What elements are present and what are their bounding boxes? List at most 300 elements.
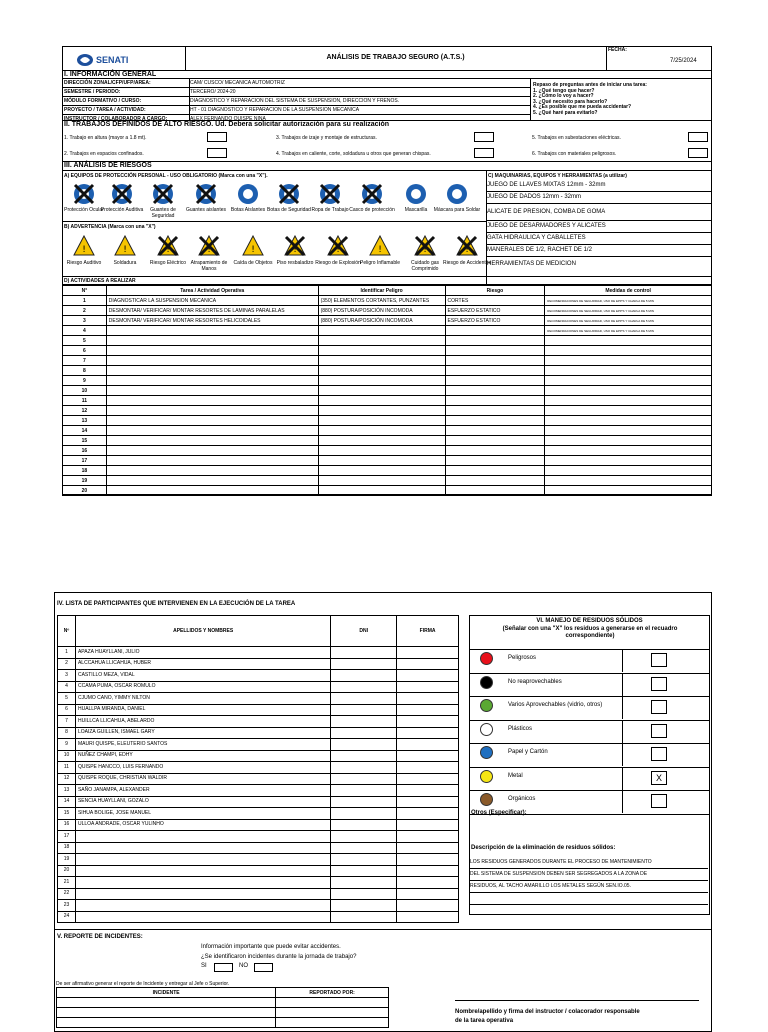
firma-cell[interactable] — [397, 785, 459, 797]
risk-cell[interactable]: CORTES — [445, 296, 545, 306]
control-cell[interactable] — [545, 456, 712, 466]
hazard-cell[interactable] — [318, 356, 445, 366]
control-cell[interactable] — [545, 386, 712, 396]
participant-name[interactable] — [75, 854, 330, 866]
alto-riesgo-checkbox[interactable] — [207, 148, 227, 158]
residuo-checkbox[interactable] — [651, 700, 667, 714]
task-cell[interactable]: DESMONTAR/ VERIFICAR/ MONTAR RESORTES DE LAMINAS PARALELAS — [106, 306, 318, 316]
info-label: SEMESTRE / PERIODO: — [64, 89, 121, 95]
row-number: 4 — [58, 681, 76, 693]
risk-cell[interactable] — [445, 346, 545, 356]
hazard-cell[interactable] — [318, 376, 445, 386]
risk-cell[interactable] — [445, 336, 545, 346]
dni-cell[interactable] — [331, 704, 397, 716]
slippery-floor-icon — [283, 234, 307, 258]
row-number: 16 — [58, 819, 76, 831]
task-cell[interactable] — [106, 346, 318, 356]
activity-row — [63, 476, 712, 486]
task-cell[interactable] — [106, 466, 318, 476]
residuo-label: Peligrosos — [508, 655, 537, 661]
row-number: 20 — [63, 486, 107, 496]
firma-cell[interactable] — [397, 773, 459, 785]
hazard-cell[interactable] — [318, 396, 445, 406]
maq-item: ALICATE DE PRESION, COMBA DE GOMA — [486, 204, 712, 221]
residuo-checkbox[interactable] — [651, 724, 667, 738]
questions-box — [533, 83, 647, 116]
residuo-label: Plásticos — [508, 725, 533, 732]
senati-logo — [76, 52, 146, 68]
hazard-cell[interactable] — [318, 366, 445, 376]
participant-row — [58, 670, 459, 682]
row-number: 15 — [63, 436, 107, 446]
risk-cell[interactable] — [445, 376, 545, 386]
hazard-cell[interactable] — [318, 406, 445, 416]
reportado-cell[interactable] — [276, 998, 389, 1008]
firma-cell[interactable] — [397, 877, 459, 889]
residuo-checkbox[interactable]: X — [651, 771, 667, 785]
alto-riesgo-checkbox[interactable] — [688, 148, 708, 158]
hazard-cell[interactable] — [318, 336, 445, 346]
participant-name[interactable] — [75, 865, 330, 877]
row-number: 21 — [58, 877, 76, 889]
participant-row — [58, 716, 459, 728]
incidentes-table — [56, 987, 389, 1028]
residuo-checkbox[interactable] — [651, 747, 667, 761]
firma-cell[interactable] — [397, 647, 459, 659]
control-cell[interactable] — [545, 396, 712, 406]
hazard-cell[interactable] — [318, 346, 445, 356]
risk-cell[interactable] — [445, 416, 545, 426]
col-header: Medidas de control — [545, 286, 712, 296]
adv-label: Riesgo Eléctrico — [149, 260, 187, 266]
participant-row — [58, 739, 459, 751]
activity-row — [63, 326, 712, 336]
dni-cell[interactable] — [331, 670, 397, 682]
participant-row — [58, 854, 459, 866]
residuo-row-line — [469, 720, 710, 721]
dni-cell[interactable] — [331, 842, 397, 854]
firma-cell[interactable] — [397, 670, 459, 682]
flammable-warning-icon — [368, 234, 392, 258]
dni-cell[interactable] — [331, 911, 397, 923]
row-number: 7 — [58, 716, 76, 728]
part-header: FIRMA — [397, 616, 459, 647]
alto-riesgo-checkbox[interactable] — [207, 132, 227, 142]
activity-row — [63, 386, 712, 396]
risk-cell[interactable] — [445, 366, 545, 376]
dni-cell[interactable] — [331, 739, 397, 751]
epp-label: Mascarilla — [404, 207, 428, 213]
dni-cell[interactable] — [331, 762, 397, 774]
participant-name[interactable]: QUISPE ROQUE, CHRISTIAN WALDIR — [75, 773, 330, 785]
insulated-gloves-icon — [194, 182, 218, 206]
dni-cell[interactable] — [331, 865, 397, 877]
row-number: 11 — [58, 762, 76, 774]
residuo-label: Papel y Cartón — [508, 749, 548, 755]
residuo-col-line — [622, 767, 623, 790]
participant-row — [58, 693, 459, 705]
info-col-divider — [189, 79, 190, 120]
firma-line — [455, 1000, 699, 1001]
desc-line: LOS RESIDUOS GENERADOS DURANTE EL PROCESO DE MANTENIMIENTO — [470, 857, 708, 869]
residuo-row-line — [469, 649, 710, 650]
task-cell[interactable] — [106, 326, 318, 336]
activity-row — [63, 336, 712, 346]
participant-name[interactable]: MAURI QUISPE, ELEUTERIO SANTOS — [75, 739, 330, 751]
participant-name[interactable] — [75, 831, 330, 843]
participant-name[interactable]: ULLOA ANDRADE, OSCAR YULINHO — [75, 819, 330, 831]
info-right-divider — [530, 79, 531, 120]
alto-riesgo-item: 1. Trabajo en altura (mayor a 1.8 mt). — [64, 135, 147, 141]
residuo-label: Metal — [508, 772, 523, 779]
row-number: 22 — [58, 888, 76, 900]
participant-name[interactable]: CASTILLO MEZA, VIDAL — [75, 670, 330, 682]
control-cell[interactable] — [545, 466, 712, 476]
residuos-subtitle: (Señalar con una "X" los residuos a generarse en el recuadro correspondiente) — [502, 626, 678, 639]
svg-text:!: ! — [293, 245, 297, 255]
hazardous-waste-dot-icon — [480, 652, 493, 665]
dni-cell[interactable] — [331, 808, 397, 820]
welding-mask-icon — [445, 182, 469, 206]
dni-cell[interactable] — [331, 658, 397, 670]
control-cell[interactable] — [545, 376, 712, 386]
control-cell[interactable] — [545, 416, 712, 426]
si-label: SI — [201, 963, 207, 969]
hazard-cell[interactable] — [318, 326, 445, 336]
firma-cell[interactable] — [397, 796, 459, 808]
adv-label: Soldadura — [113, 260, 137, 266]
row-number: 3 — [63, 316, 107, 326]
firma-cell[interactable] — [397, 762, 459, 774]
epp-label: Botas Aislantes — [230, 207, 266, 213]
safety-boots-icon — [277, 182, 301, 206]
task-cell[interactable] — [106, 396, 318, 406]
participant-name[interactable]: QUISPE HANCCO, LUIS FERNANDO — [75, 762, 330, 774]
participant-row — [58, 773, 459, 785]
participant-name[interactable]: SENCIA HUAYLLANI, GOZALO — [75, 796, 330, 808]
firma-cell[interactable] — [397, 888, 459, 900]
firma-cell[interactable] — [397, 842, 459, 854]
noise-warning-icon — [72, 234, 96, 258]
row-number: 17 — [63, 456, 107, 466]
task-cell[interactable]: DIAGNOSTICAR LA SUSPENSION MECANICA — [106, 296, 318, 306]
participant-name[interactable] — [75, 900, 330, 912]
control-cell[interactable] — [545, 426, 712, 436]
participant-name[interactable] — [75, 911, 330, 923]
activity-row — [63, 356, 712, 366]
epp-label: Máscara para Soldar — [433, 207, 481, 213]
participantes-table — [57, 615, 459, 923]
hazard-cell[interactable]: (880) POSTURA/POSICIÓN INCOMODA — [318, 306, 445, 316]
participant-name[interactable]: ALCCAHUA LLICAHUA, HUBER — [75, 658, 330, 670]
firma-cell[interactable] — [397, 911, 459, 923]
hazard-cell[interactable] — [318, 486, 445, 496]
welding-warning-icon — [113, 234, 137, 258]
control-cell[interactable] — [545, 366, 712, 376]
row-number: 24 — [58, 911, 76, 923]
task-cell[interactable] — [106, 486, 318, 496]
residuo-checkbox[interactable] — [651, 677, 667, 691]
dni-cell[interactable] — [331, 647, 397, 659]
task-cell[interactable] — [106, 446, 318, 456]
explosion-warning-icon — [326, 234, 350, 258]
dni-cell[interactable] — [331, 819, 397, 831]
svg-text:!: ! — [336, 245, 340, 255]
non-recyclable-dot-icon — [480, 676, 493, 689]
hazard-cell[interactable] — [318, 456, 445, 466]
risk-cell[interactable] — [445, 456, 545, 466]
participant-name[interactable]: HUILLCA LLICAHUA, ABELARDO — [75, 716, 330, 728]
adv-title: B) ADVERTENCIA (Marca con una "X") — [64, 224, 156, 230]
participant-row — [58, 785, 459, 797]
svg-text:!: ! — [251, 245, 255, 255]
dni-cell[interactable] — [331, 854, 397, 866]
activity-row — [63, 426, 712, 436]
participant-name[interactable]: CCAMA PUMA, OSCAR ROMULO — [75, 681, 330, 693]
dni-cell[interactable] — [331, 831, 397, 843]
hazard-cell[interactable] — [318, 476, 445, 486]
hazard-cell[interactable] — [318, 446, 445, 456]
helmet-icon — [360, 182, 384, 206]
participant-row — [58, 762, 459, 774]
dni-cell[interactable] — [331, 900, 397, 912]
reportado-cell[interactable] — [276, 1008, 389, 1018]
dni-cell[interactable] — [331, 773, 397, 785]
risk-cell[interactable] — [445, 486, 545, 496]
control-cell[interactable] — [545, 346, 712, 356]
risk-cell[interactable] — [445, 446, 545, 456]
task-cell[interactable]: DESMONTAR/ VERIFICAR/ MONTAR RESORTES HELICOIDALES — [106, 316, 318, 326]
control-cell[interactable] — [545, 336, 712, 346]
row-number: 19 — [58, 854, 76, 866]
logo-text: SENATI — [96, 55, 129, 65]
residuo-label: No reaprovechables — [508, 678, 562, 685]
organic-dot-icon — [480, 793, 493, 806]
info-value: CAM/ CUSCO/ MECANICA AUTOMOTRIZ — [190, 80, 285, 86]
adv-label: Caída de Objetos — [233, 260, 273, 266]
insulated-boots-icon — [236, 182, 260, 206]
row-number: 14 — [58, 796, 76, 808]
firma-cell[interactable] — [397, 693, 459, 705]
row-number: 20 — [58, 865, 76, 877]
dni-cell[interactable] — [331, 693, 397, 705]
adv-label: Piso resbaladizo — [276, 260, 314, 266]
metal-dot-icon — [480, 770, 493, 783]
question-item: 1. ¿Qué tengo que hacer? — [533, 87, 595, 94]
row-number: 16 — [63, 446, 107, 456]
residuo-checkbox[interactable] — [651, 653, 667, 667]
dni-cell[interactable] — [331, 888, 397, 900]
dni-cell[interactable] — [331, 785, 397, 797]
hazard-cell[interactable]: (350) ELEMENTOS CORTANTES, PUNZANTES — [318, 296, 445, 306]
firma-cell[interactable] — [397, 750, 459, 762]
row-number: 7 — [63, 356, 107, 366]
residuo-col-line — [622, 673, 623, 696]
alto-riesgo-checkbox[interactable] — [474, 148, 494, 158]
firma-cell[interactable] — [397, 739, 459, 751]
participant-name[interactable]: SIHUA BOLIGE, JOSE MANUEL — [75, 808, 330, 820]
activity-row — [63, 416, 712, 426]
dni-cell[interactable] — [331, 796, 397, 808]
task-cell[interactable] — [106, 476, 318, 486]
hazard-cell[interactable]: (880) POSTURA/POSICIÓN INCOMODA — [318, 316, 445, 326]
participant-name[interactable]: HUALLPA MIRANDA, DANIEL — [75, 704, 330, 716]
task-cell[interactable] — [106, 456, 318, 466]
dni-cell[interactable] — [331, 750, 397, 762]
residuo-col-line — [622, 696, 623, 719]
risk-cell[interactable] — [445, 476, 545, 486]
activity-row — [63, 446, 712, 456]
control-cell[interactable] — [545, 436, 712, 446]
firma-cell[interactable] — [397, 727, 459, 739]
dni-cell[interactable] — [331, 877, 397, 889]
control-cell[interactable] — [545, 486, 712, 496]
residuo-col-line — [622, 790, 623, 813]
participant-name[interactable]: LOAIZA GUILLEN, ISMAEL GARY — [75, 727, 330, 739]
recyclable-dot-icon — [480, 699, 493, 712]
control-cell[interactable] — [545, 406, 712, 416]
participant-row — [58, 831, 459, 843]
risk-cell[interactable] — [445, 386, 545, 396]
svg-text:!: ! — [123, 245, 127, 255]
firma-cell[interactable] — [397, 681, 459, 693]
hazard-cell[interactable] — [318, 416, 445, 426]
activity-row — [63, 316, 712, 326]
participant-name[interactable] — [75, 877, 330, 889]
row-number: 13 — [58, 785, 76, 797]
risk-cell[interactable] — [445, 436, 545, 446]
task-cell[interactable] — [106, 376, 318, 386]
participant-name[interactable] — [75, 888, 330, 900]
participant-name[interactable]: SAÑO JANAMPA, ALEXANDER — [75, 785, 330, 797]
control-cell[interactable]: RECOMENDACIONES DE SEGURIDAD, USO DE EPP'S Y CHARLA DE 5 MIN — [545, 316, 712, 326]
activity-row — [63, 466, 712, 476]
fecha-value: 7/25/2024 — [670, 58, 697, 64]
risk-cell[interactable] — [445, 356, 545, 366]
epp-label: Protección Ocular — [64, 207, 104, 213]
participant-row — [58, 704, 459, 716]
alto-riesgo-checkbox[interactable] — [688, 132, 708, 142]
desc-line-empty[interactable] — [470, 893, 708, 905]
actividades-table — [62, 285, 712, 496]
si-checkbox[interactable] — [214, 963, 233, 972]
control-cell[interactable]: RECOMENDACIONES DE SEGURIDAD, USO DE EPP'S Y CHARLA DE 5 MIN — [545, 326, 712, 336]
hazard-cell[interactable] — [318, 426, 445, 436]
incidente-cell[interactable] — [57, 1018, 276, 1028]
participant-row — [58, 888, 459, 900]
firma-cell[interactable] — [397, 658, 459, 670]
plastic-dot-icon — [480, 723, 493, 736]
firma-label-2: de la tarea operativa — [455, 1018, 514, 1024]
task-cell[interactable] — [106, 406, 318, 416]
hazard-cell[interactable] — [318, 466, 445, 476]
incidentes-note: De ser afirmativo generar el reporte de Incidente y entregar al Jefe o Superior. — [56, 981, 230, 987]
part-header: Nº — [58, 616, 76, 647]
risk-cell[interactable] — [445, 326, 545, 336]
firma-cell[interactable] — [397, 716, 459, 728]
task-cell[interactable] — [106, 356, 318, 366]
question-item: 4. ¿Es posible que me pueda accidentar? — [533, 104, 632, 110]
task-cell[interactable] — [106, 426, 318, 436]
dni-cell[interactable] — [331, 716, 397, 728]
participant-name[interactable]: APAZA HUAYLLANI, JULIO — [75, 647, 330, 659]
incidente-cell[interactable] — [57, 1008, 276, 1018]
info-value: TERCERO/ 2024-20 — [190, 89, 236, 95]
firma-cell[interactable] — [397, 865, 459, 877]
otros-label: Otros (Especificar): — [471, 810, 527, 816]
control-cell[interactable] — [545, 356, 712, 366]
participant-name[interactable] — [75, 842, 330, 854]
control-cell[interactable]: RECOMENDACIONES DE SEGURIDAD, USO DE EPP'S Y CHARLA DE 5 MIN — [545, 296, 712, 306]
row-number: 12 — [58, 773, 76, 785]
task-cell[interactable] — [106, 366, 318, 376]
firma-cell[interactable] — [397, 854, 459, 866]
risk-cell[interactable] — [445, 466, 545, 476]
adv-label: Riesgo Auditivo — [66, 260, 102, 266]
control-cell[interactable]: RECOMENDACIONES DE SEGURIDAD, USO DE EPP'S Y CHARLA DE 5 MIN — [545, 306, 712, 316]
part-header: DNI — [331, 616, 397, 647]
participant-row — [58, 865, 459, 877]
residuo-label: Orgánicos — [508, 796, 536, 802]
risk-cell[interactable] — [445, 396, 545, 406]
task-cell[interactable] — [106, 336, 318, 346]
row-number: 14 — [63, 426, 107, 436]
row-number: 13 — [63, 416, 107, 426]
reportado-cell[interactable] — [276, 1018, 389, 1028]
risk-cell[interactable]: ESFUERZO ESTATICO — [445, 306, 545, 316]
hazard-cell[interactable] — [318, 436, 445, 446]
participant-name[interactable]: NUÑEZ CHAMPI, EDHY — [75, 750, 330, 762]
dni-cell[interactable] — [331, 681, 397, 693]
incidente-cell[interactable] — [57, 998, 276, 1008]
no-checkbox[interactable] — [254, 963, 273, 972]
firma-cell[interactable] — [397, 704, 459, 716]
task-cell[interactable] — [106, 416, 318, 426]
firma-cell[interactable] — [397, 808, 459, 820]
hand-crush-warning-icon — [197, 234, 221, 258]
residuo-checkbox[interactable] — [651, 794, 667, 808]
activity-row — [63, 406, 712, 416]
incidentes-question: ¿Se identificaron incidentes durante la jornada de trabajo? — [201, 954, 357, 960]
alto-riesgo-checkbox[interactable] — [474, 132, 494, 142]
risk-cell[interactable]: ESFUERZO ESTATICO — [445, 316, 545, 326]
firma-cell[interactable] — [397, 831, 459, 843]
dni-cell[interactable] — [331, 727, 397, 739]
control-cell[interactable] — [545, 446, 712, 456]
risk-cell[interactable] — [445, 426, 545, 436]
row-number: 8 — [63, 366, 107, 376]
form-title: ANÁLISIS DE TRABAJO SEGURO (A.T.S.) — [326, 54, 465, 61]
task-cell[interactable] — [106, 436, 318, 446]
firma-cell[interactable] — [397, 819, 459, 831]
participant-name[interactable]: CJUMO CANO, YIMMY NILTON — [75, 693, 330, 705]
residuo-col-line — [622, 649, 623, 672]
control-cell[interactable] — [545, 476, 712, 486]
risk-cell[interactable] — [445, 406, 545, 416]
alto-riesgo-item: 4. Trabajos en caliente, corte, soldadura u otros que generan chispas. — [276, 151, 431, 157]
task-cell[interactable] — [106, 386, 318, 396]
desc-lines — [470, 857, 708, 905]
info-label: MÓDULO FORMATIVO / CURSO: — [64, 98, 142, 104]
header-divider-right — [606, 46, 607, 70]
activity-row — [63, 346, 712, 356]
info-value: ALEX FERNANDO QUISPE NINA — [190, 116, 266, 122]
hazard-cell[interactable] — [318, 386, 445, 396]
safety-glasses-icon — [72, 182, 96, 206]
row-number: 9 — [58, 739, 76, 751]
firma-cell[interactable] — [397, 900, 459, 912]
row-number: 5 — [58, 693, 76, 705]
